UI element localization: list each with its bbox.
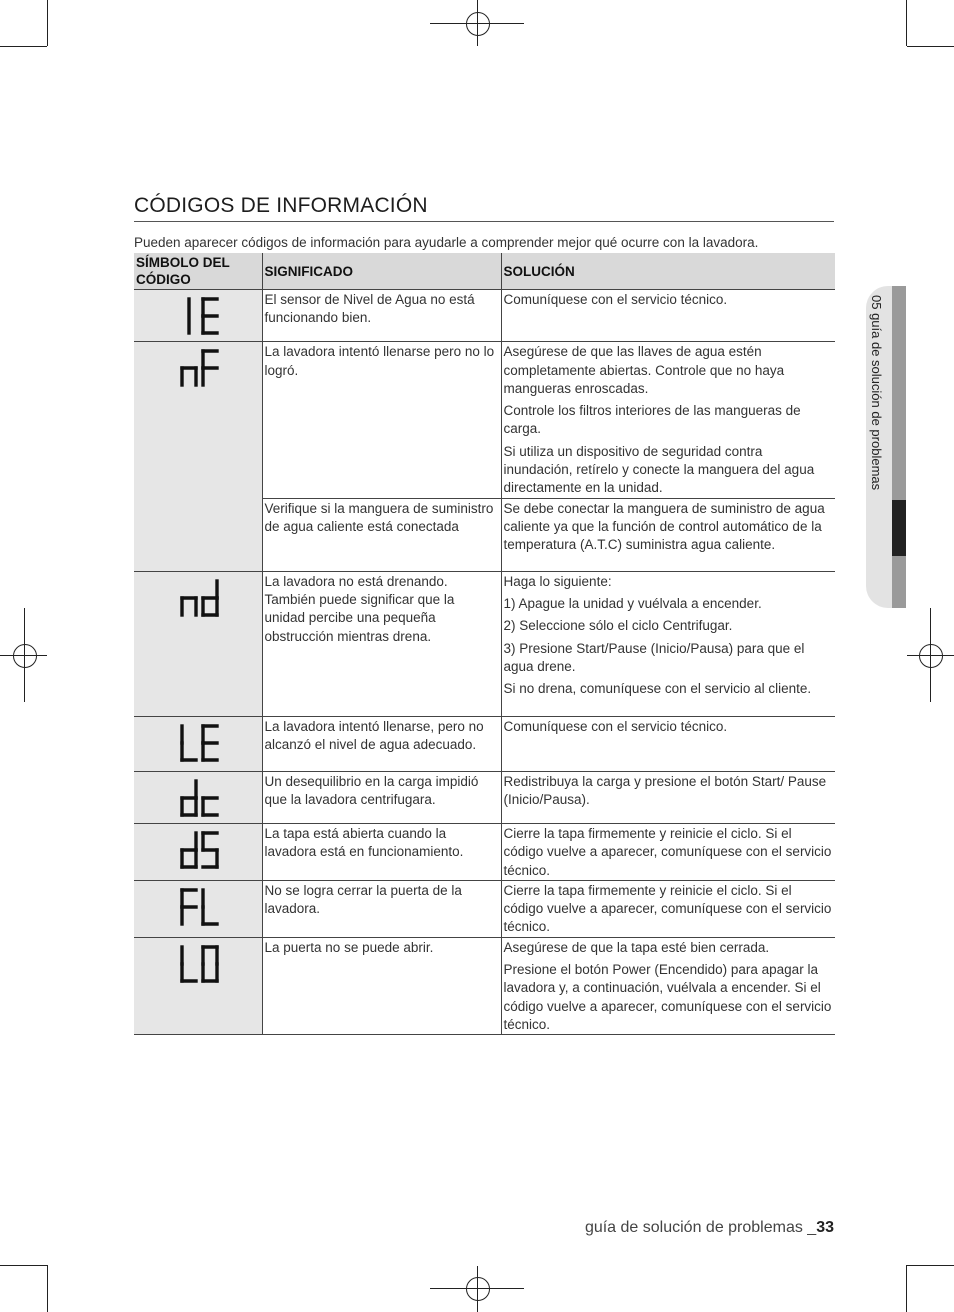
crop-mark [47, 1265, 48, 1312]
table-row [134, 571, 835, 716]
crop-mark [907, 46, 954, 47]
meaning-cell: El sensor de Nivel de Agua no está funcionando bien. [262, 290, 501, 342]
meaning-cell: La puerta no se puede abrir. [262, 937, 501, 1034]
code-symbol-ds [134, 823, 262, 880]
page-footer [585, 1219, 834, 1237]
header-meaning: SIGNIFICADO [262, 253, 501, 290]
meaning-cell: Un desequilibrio en la carga impidió que la lavadora centrifugara. [262, 771, 501, 823]
segment-display-icon [177, 778, 219, 818]
segment-display-icon [177, 348, 219, 388]
crop-mark [47, 0, 48, 46]
segment-display-icon [177, 296, 219, 336]
table-row [134, 880, 835, 937]
footer-text: guía de solución de problemas _ [584, 1219, 817, 1236]
page-number: 33 [816, 1219, 834, 1236]
segment-display-icon [177, 830, 219, 870]
registration-mark [13, 644, 37, 668]
segment-display-icon [177, 887, 219, 927]
header-solution: SOLUCIÓN [501, 253, 835, 290]
meaning-cell: La lavadora no está drenando. También puede significar que la unidad percibe una pequeña obstrucción mientras drena. [262, 571, 501, 716]
section-strip [892, 286, 906, 608]
section-label: 05 guía de solución de problemas [869, 295, 884, 491]
table-row [134, 290, 835, 342]
crop-mark [907, 1265, 954, 1266]
section-marker [892, 500, 906, 556]
crop-mark [906, 1265, 907, 1312]
meaning-cell: Verifique si la manguera de suministro de agua caliente está conectada [262, 498, 501, 571]
table-header-row [134, 253, 835, 290]
solution-cell: Cierre la tapa firmemente y reinicie el ciclo. Si el código vuelve a aparecer, comuníquese con el servicio técnico. [501, 880, 835, 937]
code-symbol-nd [134, 571, 262, 716]
code-symbol-nf [134, 342, 262, 571]
solution-cell: Redistribuya la carga y presione el botón Start/ Pause (Inicio/Pausa). [501, 771, 835, 823]
code-symbol-fl [134, 880, 262, 937]
solution-cell: Comuníquese con el servicio técnico. [501, 716, 835, 771]
solution-cell: Asegúrese de que la tapa esté bien cerrada. Presione el botón Power (Encendido) para apagar la lavadora y, a continuación, vuélvala a encender. Si el código vuelve a aparecer, comuníquese con el servicio técnico. [501, 937, 835, 1034]
table-row [134, 716, 835, 771]
solution-cell: Comuníquese con el servicio técnico. [501, 290, 835, 342]
page-title: CÓDIGOS DE INFORMACIÓN [134, 193, 834, 222]
crop-mark [0, 46, 47, 47]
code-symbol-lo [134, 937, 262, 1034]
meaning-cell: La lavadora intentó llenarse, pero no alcanzó el nivel de agua adecuado. [262, 716, 501, 771]
registration-mark [919, 644, 943, 668]
segment-display-icon [177, 723, 219, 763]
solution-cell: Haga lo siguiente: 1) Apague la unidad y vuélvala a encender. 2) Seleccione sólo el ciclo Centrifugar. 3) Presione Start/Pause (Inicio/Pausa) para que el agua drene. Si no drena, comuníquese con el servicio al cliente. [501, 571, 835, 716]
table-row [134, 937, 835, 1034]
table-row [134, 771, 835, 823]
header-symbol: SÍMBOLO DEL CÓDIGO [134, 253, 262, 290]
segment-display-icon [177, 578, 219, 618]
registration-mark [466, 1277, 490, 1301]
intro-text: Pueden aparecer códigos de información para ayudarle a comprender mejor qué ocurre con la lavadora. [134, 235, 759, 250]
table-row [134, 342, 835, 498]
meaning-cell: La lavadora intentó llenarse pero no lo logró. [262, 342, 501, 498]
code-symbol-le [134, 716, 262, 771]
crop-mark [906, 0, 907, 46]
solution-cell: Se debe conectar la manguera de suministro de agua caliente ya que la función de control automático de la temperatura (A.T.C) suministra agua caliente. [501, 498, 835, 571]
code-symbol-dc [134, 771, 262, 823]
crop-mark [0, 1265, 47, 1266]
code-symbol-ie [134, 290, 262, 342]
solution-cell: Asegúrese de que las llaves de agua estén completamente abiertas. Controle que no haya mangueras enroscadas. Controle los filtros interiores de las mangueras de carga. Si utiliza un dispositivo de seguridad contra inundación, retírelo y conecte la manguera del agua directamente en la unidad. [501, 342, 835, 498]
registration-mark [466, 12, 490, 36]
meaning-cell: La tapa está abierta cuando la lavadora está en funcionamiento. [262, 823, 501, 880]
table-row [134, 823, 835, 880]
segment-display-icon [177, 944, 219, 984]
info-codes-table [134, 253, 835, 1035]
meaning-cell: No se logra cerrar la puerta de la lavadora. [262, 880, 501, 937]
solution-cell: Cierre la tapa firmemente y reinicie el ciclo. Si el código vuelve a aparecer, comuníquese con el servicio técnico. [501, 823, 835, 880]
